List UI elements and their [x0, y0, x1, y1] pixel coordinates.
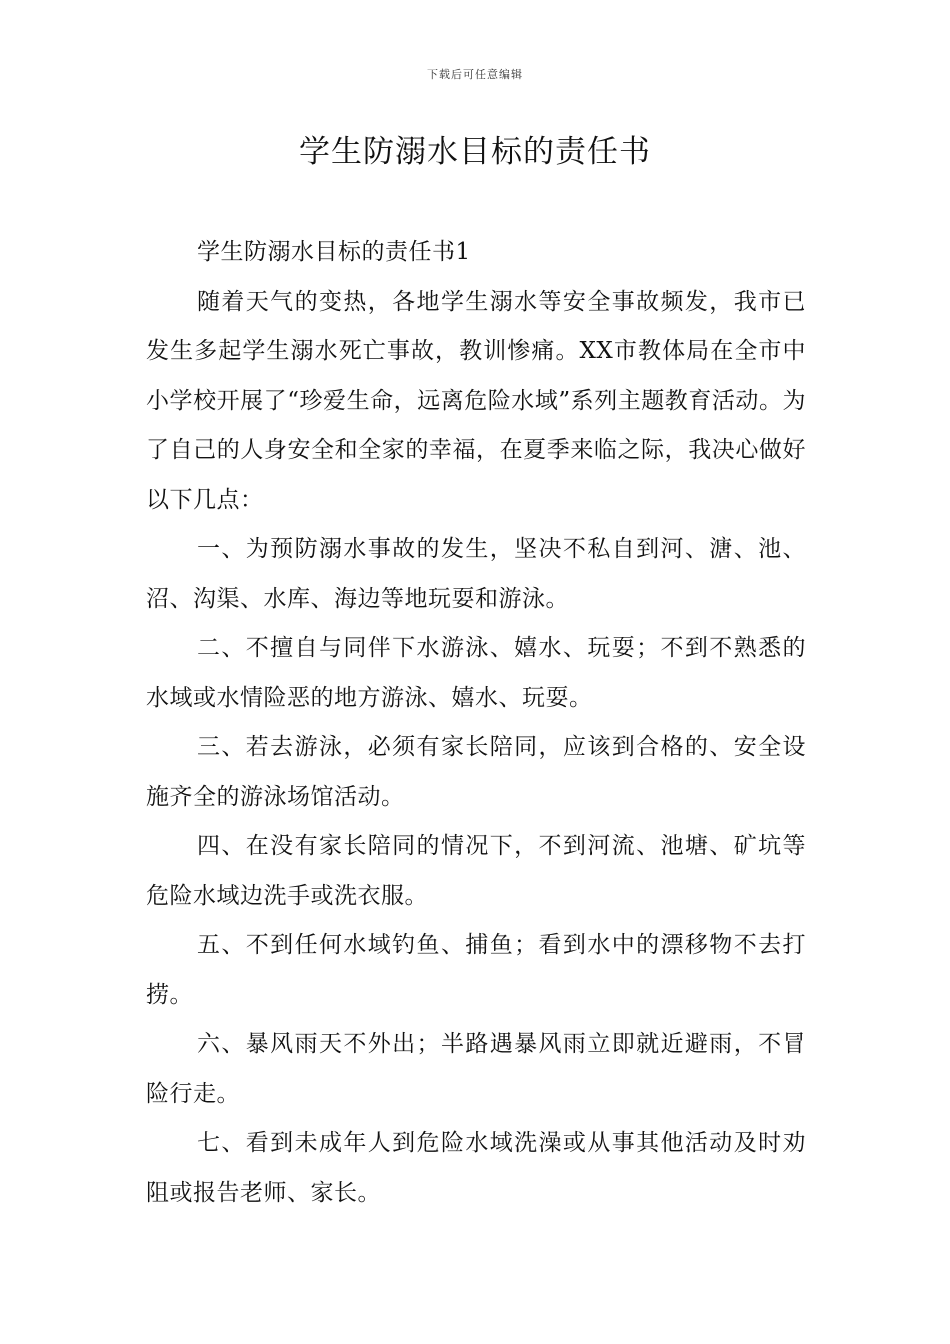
intro-paragraph: 随着天气的变热，各地学生溺水等安全事故频发，我市已发生多起学生溺水死亡事故，教训惨痛。XX市教体局在全市中小学校开展了“珍爱生命，远离危险水域”系列主题教育活动。为了自己的人身安全和全家的幸福，在夏季来临之际，我决心做好以下几点： — [146, 288, 806, 513]
rule-paragraph-2: 二、不擅自与同伴下水游泳、嬉水、玩耍；不到不熟悉的水域或水情险恶的地方游泳、嬉水、玩耍。 — [146, 635, 806, 711]
rule-paragraph-6: 六、暴风雨天不外出；半路遇暴风雨立即就近避雨，不冒险行走。 — [146, 1031, 806, 1107]
document-body — [146, 228, 806, 1218]
rule-paragraph-7: 七、看到未成年人到危险水域洗澡或从事其他活动及时劝阻或报告老师、家长。 — [146, 1130, 806, 1206]
rule-paragraph-3: 三、若去游泳，必须有家长陪同，应该到合格的、安全设施齐全的游泳场馆活动。 — [146, 734, 806, 810]
rule-paragraph-4: 四、在没有家长陪同的情况下，不到河流、池塘、矿坑等危险水域边洗手或洗衣服。 — [146, 833, 806, 909]
rule-paragraph-1: 一、为预防溺水事故的发生，坚决不私自到河、溏、池、沼、沟渠、水库、海边等地玩耍和游泳。 — [146, 536, 806, 612]
rule-paragraph-5: 五、不到任何水域钓鱼、捕鱼；看到水中的漂移物不去打捞。 — [146, 932, 806, 1008]
document-title: 学生防溺水目标的责任书 — [299, 134, 651, 170]
header-note: 下载后可任意编辑 — [427, 68, 523, 81]
subtitle-paragraph: 学生防溺水目标的责任书1 — [197, 239, 471, 265]
